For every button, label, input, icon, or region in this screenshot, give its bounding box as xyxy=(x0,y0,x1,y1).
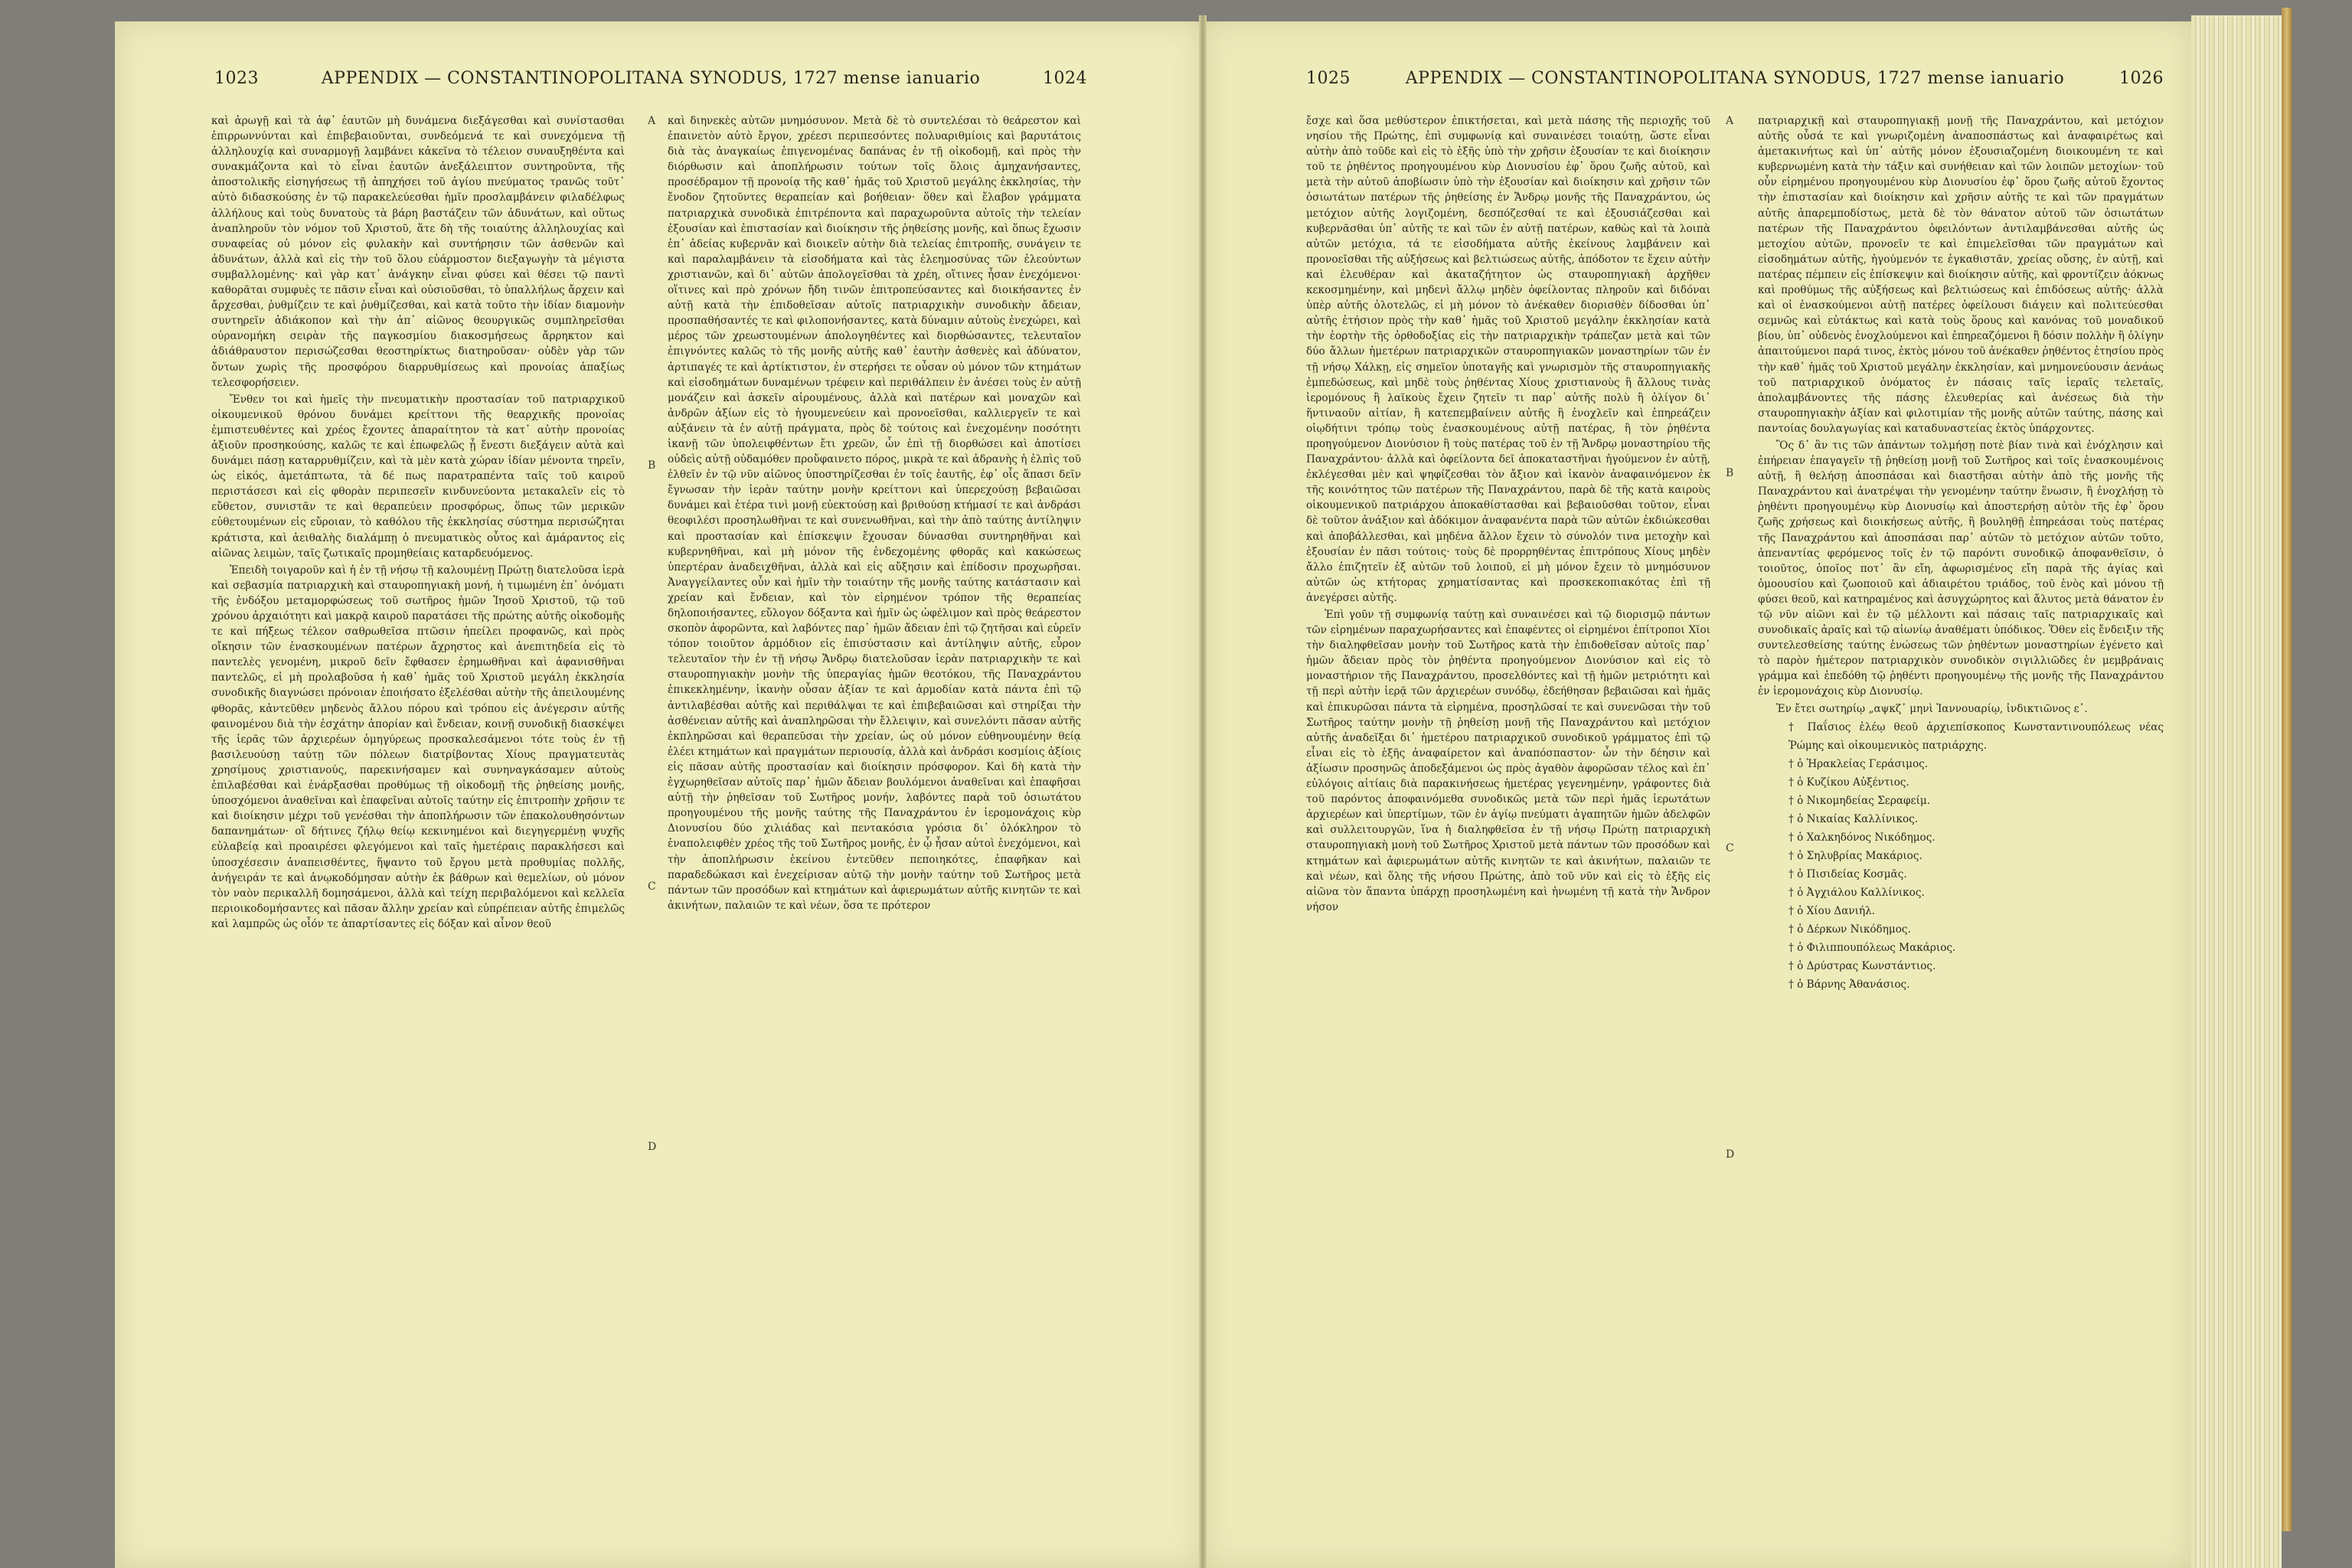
paragraph: καὶ ἀρωγῇ καὶ τὰ ἀφ᾽ ἑαυτῶν μὴ δυνάμενα διεξάγεσθαι καὶ συνίστασθαι ἐπιρρωννύνται καὶ ἐπιβεβαιοῦνται, συνδεόμενά τε καὶ συνεχόμενα τῇ ἀλληλουχίᾳ καὶ συναρμογῇ λαμβάνει κἀκεῖνα τὸ τέλειον συναυξηθέντα καὶ συνακμάζοντα καὶ τὸ εἶναι ἑαυτῶν ἀνεξάλειπτον συντηροῦντα, τῆς ἀποστολικῆς εἰσηγήσεως τῇ ἀπηχήσει τοῦ ἁγίου πνεύματος τρανῶς τοῦτ᾽ αὐτὸ διδασκούσης ἐν τῷ παρακελεύεσθαι ἡμῖν προσλαμβάνειν φιλαδέλφως ἀλλήλους καὶ τοὺς δυνατοὺς τὰ βάρη βαστάζειν τῶν ἀδυνάτων, καὶ οὕτως ἀναπληροῦν τὸν νόμον τοῦ Χριστοῦ, ἅτε δὴ τῆς τοιαύτης ἀλληλουχίας καὶ συναφείας οὐ μόνον εἰς φυλακὴν καὶ συντήρησιν τῶν ἀσθενῶν καὶ ἀδυνάτων, ἀλλὰ καὶ εἰς τὴν τοῦ ὅλου εὐάρμοστον διεξαγωγὴν τὰ μέγιστα συμβαλλομένης· καὶ γὰρ κατ᾽ ἀνάγκην εἶναι φύσει καὶ θέσει τῷ παντὶ καθορᾶται συμφυὲς τε πᾶσιν εἶναι καὶ οὐσιοῦσθαι, τὸ ὑπαλλήλως ἄρχειν καὶ ἄρχεσθαι, ῥυθμίζειν τε καὶ ῥυθμίζεσθαι, καὶ κατὰ τοῦτο τὴν ἰδίαν διαμονὴν συντηρεῖν ἀδιάκοπον καὶ τὴν ἀπ᾽ αἰῶνος θεουργικῶς συμπληρεῖσθαι οὐρανομήκη σειρὰν τῆς παγκοσμίου διακοσμήσεως ἄρρηκτον καὶ ἀδιάθραυστον περισώζεσθαι θεοστηρίκτως διατηροῦσαν· οὐδὲν γὰρ τῶν ὄντων χωρὶς τῆς προσφόρου διαρρυθμίσεως καὶ προνοίας ἀπαξίως τελεσφορήσειεν. xyxy=(211,115,625,389)
right-column-2 xyxy=(1758,113,2164,1484)
margin-letter-b: B xyxy=(648,459,656,472)
left-running-header xyxy=(214,69,1087,100)
page-edges xyxy=(2191,15,2282,1568)
column-number-1025: 1025 xyxy=(1306,69,1351,88)
signature: † ὁ Δέρκων Νικόδημος. xyxy=(1788,923,1911,936)
left-column-1 xyxy=(211,113,625,1484)
signature-list xyxy=(1758,718,2164,994)
margin-letter-c: C xyxy=(1726,842,1734,854)
running-title: APPENDIX — CONSTANTINOPOLITANA SYNODUS, 1727 mense ianuario xyxy=(321,69,981,88)
signature: † ὁ Δρύστρας Κωνστάντιος. xyxy=(1788,959,1936,972)
signature: † ὁ Ἀγχιάλου Καλλίνικος. xyxy=(1788,886,1925,899)
margin-letter-b: B xyxy=(1726,467,1734,479)
signature: † ὁ Φιλιππουπόλεως Μακάριος. xyxy=(1788,941,1956,954)
margin-letter-d: D xyxy=(1726,1148,1735,1161)
paragraph: Ἔνθεν τοι καὶ ἡμεῖς τὴν πνευματικὴν προστασίαν τοῦ πατριαρχικοῦ οἰκουμενικοῦ θρόνου δυνάμει κρείττονι τῆς θεαρχικῆς προνοίας ἐμπιστευθέντες καὶ χρέος ἔχοντες ἀπαραίτητον τὰ κατ᾽ αὐτὴν προνοίας ἀξιοῦν προσηκούσης, καλῶς τε καὶ ἐπωφελῶς ᾗ ἔνεστι διεξάγειν αὐτὰ καὶ δυνάμει πάσῃ καταρρυθμίζειν, καὶ τὰ μὲν κατὰ χώραν ἰδίαν μένοντα τηρεῖν, ὡς εἰκός, ἀμετάπτωτα, τὰ δέ πως παρατραπέντα ταῖς τοῦ καιροῦ περιστάσεσι καὶ εἰς φθορὰν περιπεσεῖν κινδυνεύοντα μετακαλεῖν εἰς τὸ εὔθετον, συνιστᾶν τε καὶ θεραπεύειν προσφόρως, ὅπως τῶν μερικῶν εὐθετουμένων εἰς εὔροιαν, τὸ καθόλου τῆς ἐκκλησίας σύστημα περισώζηται κράτιστα, καὶ ἀειθαλὴς διαλάμπῃ ὁ πνευματικὸς οὗτος καὶ ἀμάραντος εἰς αἰῶνας λειμὼν, ταῖς ζωτικαῖς προμηθείαις καταρδευόμενος. xyxy=(211,393,625,560)
paragraph: ἔσχε καὶ ὅσα μεθύστερον ἐπικτήσεται, καὶ μετὰ πάσης τῆς περιοχῆς τοῦ νησίου τῆς Πρώτης, ἐπὶ συμφωνίᾳ καὶ συναινέσει τοιαύτῃ, ὥστε εἶναι αὐτὴν ἀπὸ τοῦδε καὶ εἰς τὸ ἑξῆς ὑπὸ τὴν χρῆσιν ἐξουσίαν τε καὶ διοίκησιν τοῦ τε ῥηθέντος προηγουμένου κὺρ Διονυσίου ἐφ᾽ ὅρου ζωῆς αὐτοῦ, καὶ μετὰ τὴν αὐτοῦ ἀποβίωσιν ὑπὸ τὴν ἐξουσίαν καὶ διοίκησιν καὶ χρῆσιν τῶν ὁσιωτάτων πατέρων τῆς ῥηθείσης ἐν Ἄνδρῳ μονῆς τῆς Παναχράντου, ὡς μετόχιον αὐτῆς λογιζομένη, δεσπόζεσθαί τε καὶ ἐξουσιάζεσθαι καὶ κυβερνᾶσθαι ὑπ᾽ αὐτῆς τε καὶ τῶν ἐν αὐτῇ πατέρων, καθὼς καὶ τὰ λοιπὰ αὐτῶν μετόχια, τά τε εἰσοδήματα αὐτῆς ἐκείνους λαμβάνειν καὶ προνοεῖσθαι τῆς αὐξήσεως καὶ βελτιώσεως αὐτῆς, ἀπόδοτον τε ἔχειν αὐτὴν καὶ ἐλευθέραν καὶ ἀκαταζήτητον ὡς σταυροπηγιακὴ ἀρχῆθεν κεκοσμημένην, καὶ μηδενὶ ἄλλῳ μηδὲν ὀφείλοντας πληροῦν καὶ διδόναι ὑπὲρ αὐτῆς ὁλοτελῶς, εἰ μὴ μόνον τὸ ἀνέκαθεν διορισθὲν δίδοσθαι ὑπ᾽ αὐτῆς ἐτήσιον πρὸς τὴν καθ᾽ ἡμᾶς τοῦ Χριστοῦ μεγάλην ἐκκλησίαν κατὰ τὴν ἑορτὴν τῆς ὀρθοδοξίας εἰς τὴν πατριαρχικὴν τράπεζαν μετὰ καὶ τῶν δύο ἄλλων ἡμετέρων πατριαρχικῶν σταυροπηγιακῶν μοναστηρίων τῶν ἐν τῇ νήσῳ Χάλκῃ, εἰς σημεῖον ὑποταγῆς καὶ γνωρισμὸν τῆς σταυροπηγιακῆς ἐμπεδώσεως, καὶ μηδὲ τοὺς ῥηθέντας Χίους χριστιανοὺς ἢ ἄλλους τινὰς ἱερομόνους ἢ λαϊκοὺς ἔχειν ζητεῖν τι παρ᾽ αὐτῆς πολὺ ἢ ὀλίγον δι᾽ ἥντιναοῦν αἰτίαν, ἢ κατεπεμβαίνειν αὐτῆς ἢ ἐνοχλεῖν καὶ ἐπηρεάζειν οἱῳδήτινι τρόπῳ τοὺς ἐνασκουμένους αὐτῇ πατέρας, ἢ τὸν ῥηθέντα προηγούμενον Διονύσιον ἢ τοὺς πατέρας τοῦ ἐν τῇ Ἄνδρῳ μοναστηρίου τῆς Παναχράντου· ἀλλὰ καὶ ὀφείλοντα δεῖ ἀποκαταστῆναι ἡγούμενον ἐν αὐτῇ, ἐκλέγεσθαι μὲν καὶ ψηφίζεσθαι τὸν ἄξιον καὶ ἱκανὸν ἀναφαινόμενον ἐκ τῆς κοινότητος τῶν πατέρων τῆς Παναχράντου, παρὰ δὲ τῆς κατὰ καιροὺς οἰκουμενικοῦ πατριάρχου ἀποκαθίστασθαι καὶ βεβαιοῦσθαι τοῦτον, εἶναι δὲ τοῦτον ἀνάξιον καὶ ἀδόκιμον ἀναφανέντα παρὰ τῶν αὐτῶν ἐκδιώκεσθαι καὶ ἀποβάλλεσθαι, καὶ μηδένα ἄλλον ἔχειν τὸ σύνολόν τινα μετοχὴν καὶ ἐξουσίαν ἐν πᾶσι τούτοις· τοὺς δὲ προρρηθέντας ἐπιτρόπους Χίους μηδὲν ἄλλο ἐπιζητεῖν ἐξ αὐτῶν τοῦ λοιποῦ, εἰ μὴ μόνον ἔχειν τὸ μνημόσυνον αὐτῶν ὡς κτήτορας χρηματίσαντας καὶ προσκεκοπιακότας ἐπὶ τῇ ἀνεγέρσει αὐτῆς. xyxy=(1306,115,1710,604)
gilded-edge xyxy=(2282,8,2292,1531)
dating-line: Ἐν ἔτει σωτηρίῳ „αψκζ᾽ μηνὶ Ἰαννουαρίῳ, ἰνδικτιῶνος ε᾽. xyxy=(1776,702,2088,715)
signature: † ὁ Κυζίκου Αὐξέντιος. xyxy=(1788,776,1909,789)
margin-letter-c: C xyxy=(648,880,656,893)
paragraph: Ἐπειδὴ τοιγαροῦν καὶ ἡ ἐν τῇ νήσῳ τῇ καλουμένῃ Πρώτῃ διατελοῦσα ἱερὰ καὶ σεβασμία πατριαρχικὴ καὶ σταυροπηγιακὴ μονή, ἡ τιμωμένη ἐπ᾽ ὀνόματι τῆς ἐνδόξου μεταμορφώσεως τοῦ σωτῆρος ἡμῶν Ἰησοῦ Χριστοῦ, τῷ τοῦ χρόνου ἀρχαιότητι καὶ μακρᾷ καιροῦ παρατάσει τῆς πρώτης αὐτῆς οἰκοδομῆς τε καὶ πήξεως τέλεον σαθρωθεῖσα πτῶσιν ἠπείλει προφανῶς, καὶ πρὸς οἴκησιν τῶν ἐνασκουμένων πατέρων ἄχρηστος καὶ ἀνεπιτηδεία εἰς τὸ παντελὲς γενομένη, μικροῦ δεῖν ἔφθασεν ἐρημωθῆναι καὶ ἀφανισθῆναι παντελῶς, εἰ μὴ προλαβοῦσα ἡ καθ᾽ ἡμᾶς τοῦ Χριστοῦ μεγάλη ἐκκλησία συνοδικῆς διαγνώσει πρόνοιαν ἐποιήσατο ἐξελέσθαι αὐτὴν τῆς ἀπειλουμένης φθορᾶς, κἀντεῦθεν μηδενὸς ἄλλου πόρου καὶ τρόπου εἰς ἀνέγερσιν αὐτῆς φαινομένου διὰ τὴν ἐσχάτην ἀπορίαν καὶ ἔνδειαν, κοινῇ συνοδικῇ διασκέψει τῆς ἱερᾶς τῶν ἀρχιερέων ὁμηγύρεως προσκαλεσάμενοι τότε τοὺς ἐν τῇ βασιλευούσῃ ταύτῃ τῶν πόλεων διατρίβοντας Χίους πραγματευτὰς χρησίμους χριστιανούς, παρεκινήσαμεν καὶ συνηναγκάσαμεν αὐτοὺς ἐπιλαβέσθαι καὶ ἐνάρξασθαι προθύμως τῇ οἰκοδομῇ τῆς ῥηθείσης μονῆς, ὑποσχόμενοι ἀναθεῖναι καὶ ἐπαφεῖναι αὐτοῖς ταύτην εἰς ἐπιτροπὴν χρῆσιν τε καὶ διοίκησιν μέχρι τοῦ γενέσθαι τὴν ἀποπλήρωσιν τῶν ἐπακολουθησόντων δαπανημάτων· οἳ δήτινες ζήλῳ θείῳ κεκινημένοι καὶ διεγηγερμένῃ ψυχῆς εὐλαβείᾳ καὶ προαιρέσει φλεγόμενοι καὶ ταῖς ἡμετέραις παρακλήσεσι καὶ ὑποσχέσεσιν ἀναπεισθέντες, ἥψαντο τοῦ ἔργου μετὰ προθυμίας πολλῆς, ἀνήγειράν τε καὶ ἀνῳκοδόμησαν αὐτὴν ἐκ βάθρων καὶ θεμελίων, οὐ μόνον τὸν ναὸν περικαλλῆ δομησάμενοι, ἀλλὰ καὶ τείχη περιβαλόμενοι καὶ κελλεῖα περιοικοδομήσαντες καὶ πᾶσαν ἄλλην χρείαν καὶ εὐπρέπειαν αὐτῆς ἐπιμελῶς καὶ λαμπρῶς ὡς οἷόν τε ἀπαρτίσαντες εἰς δόξαν καὶ αἶνον θεοῦ xyxy=(211,564,625,930)
signature: † ὁ Νικομηδείας Σεραφείμ. xyxy=(1788,794,1931,807)
signature: † ὁ Ἡρακλείας Γεράσιμος. xyxy=(1788,757,1929,770)
margin-letter-d: D xyxy=(648,1141,657,1153)
paragraph: Ἐπὶ γοῦν τῇ συμφωνίᾳ ταύτῃ καὶ συναινέσει καὶ τῷ διορισμῷ πάντων τῶν εἰρημένων παραχωρήσαντες καὶ ἐπαφέντες οἱ εἰρημένοι ἐπίτροποι Χῖοι τὴν διαληφθεῖσαν μονὴν τοῦ Σωτῆρος κατὰ τὴν ἐπιδοθεῖσαν αὐτοῖς παρ᾽ ἡμῶν ἄδειαν πρὸς τὸν ῥηθέντα προηγούμενον Διονύσιον καὶ εἰς τὸ μοναστήριον τῆς Παναχράντου, προσελθόντες καὶ τῇ ἡμῶν μετριότητι καὶ τῇ περὶ αὐτὴν ἱερᾷ τῶν ἀρχιερέων συνόδῳ, ἐδεήθησαν βεβαιῶσαι καὶ ἡμᾶς καὶ ἐπικυρῶσαι πάντα τὰ εἰρημένα, προσηλῶσαί τε καὶ συνενῶσαι τὴν τοῦ Σωτῆρος ταύτην μονὴν τῇ ῥηθείσῃ μονῇ τῆς Παναχράντου καὶ μετόχιον αὐτῆς ἀναδεῖξαι δι᾽ ἡμετέρου πατριαρχικοῦ συνοδικοῦ γράμματος ἐπὶ τῷ εἶναι εἰς τὸ ἑξῆς ἀναφαίρετον καὶ ἀναπόσπαστον· ὧν τὴν δέησιν καὶ ἀξίωσιν προσηνῶς ἀποδεξάμενοι ὡς πρὸς ἀγαθὸν ἀφορῶσαν τέλος καὶ ἐπ᾽ εὐλόγοις αἰτίαις διὰ παρακινήσεως ἡμετέρας γεγενημένην, γράφοντες διὰ τοῦ παρόντος ἀποφαινόμεθα συνοδικῶς μετὰ τῶν περὶ ἡμᾶς ἱερωτάτων ἀρχιερέων καὶ ὑπερτίμων, τῶν ἐν ἁγίῳ πνεύματι ἀγαπητῶν ἡμῶν ἀδελφῶν καὶ συλλειτουργῶν, ἵνα ἡ διαληφθεῖσα ἐν τῇ νήσῳ Πρώτῃ πατριαρχικὴ σταυροπηγιακὴ μονὴ τοῦ Σωτῆρος Χριστοῦ μετὰ πάντων τῶν προσόδων καὶ κτημάτων καὶ ἀφιερωμάτων αὐτῆς κινητῶν τε καὶ ἀκινήτων, παλαιῶν τε καὶ νέων, καὶ ὅλης τῆς νήσου Πρώτης, ἀπὸ τοῦ νῦν καὶ εἰς τὸ ἑξῆς εἰς αἰῶνα τὸν ἅπαντα ὑπάρχῃ προσηλωμένη καὶ ἡνωμένη τῇ κατὰ τὴν Ἄνδρον νήσον xyxy=(1306,609,1710,913)
signature: † ὁ Σηλυβρίας Μακάριος. xyxy=(1788,849,1922,862)
right-column-1 xyxy=(1306,113,1710,1484)
signature: † ὁ Χαλκηδόνος Νικόδημος. xyxy=(1788,831,1936,844)
signature: † Παΐσιος ἐλέῳ θεοῦ ἀρχιεπίσκοπος Κωνσταντινουπόλεως νέας Ῥώμης καὶ οἰκουμενικὸς πατριάρχης. xyxy=(1788,720,2164,752)
column-number-1023: 1023 xyxy=(214,69,259,88)
left-column-2 xyxy=(668,113,1081,1484)
paragraph: Ὃς δ᾽ ἂν τις τῶν ἁπάντων τολμήσῃ ποτὲ βίαν τινὰ καὶ ἐνόχλησιν καὶ ἐπήρειαν ἐπαγαγεῖν τῇ ῥηθείσῃ μονῇ τοῦ Σωτῆρος καὶ τοῖς ἐνασκουμένοις αὐτῇ, ἢ θελήσῃ ἀποσπάσαι καὶ διαστῆσαι αὐτὴν ἀπὸ τῆς μονῆς τῆς Παναχράντου καὶ ἀνατρέψαι τὴν γενομένην ταύτην ἕνωσιν, ἢ ἐνοχλήσῃ τὸ ῥηθέντι προηγουμένῳ κὺρ Διονυσίῳ καὶ ἀποστερήσῃ αὐτὸν τῆς ἐφ᾽ ὅρου ζωῆς χρήσεως καὶ διοικήσεως αὐτῆς, ἢ βουληθῇ ἐπηρεάσαι τοὺς πατέρας τῆς Παναχράντου καὶ ἀποσπάσαι παρ᾽ αὐτῶν τὸ μετόχιον αὐτῶν τοῦτο, ἀπεναντίας φερόμενος τοῖς ἐν τῷ παρόντι συνοδικῷ ἀποφανθεῖσιν, ὁ τοιοῦτος, ὁποῖος ποτ᾽ ἂν εἴη, ἀφωρισμένος εἴη παρὰ τῆς ἁγίας καὶ ὁμοουσίου καὶ ζωοποιοῦ καὶ ἀδιαιρέτου τριάδος, τοῦ ἑνὸς καὶ μόνου τῇ φύσει θεοῦ, καὶ κατηραμένος καὶ ἀσυγχώρητος καὶ ἄλυτος μετὰ θάνατον ἐν τῷ νῦν αἰῶνι καὶ ἐν τῷ μέλλοντι καὶ πάσαις ταῖς πατριαρχικαῖς καὶ συνοδικαῖς ἀραῖς καὶ τῷ αἰωνίῳ ἀναθέματι ὑπόδικος. Ὅθεν εἰς ἔνδειξιν τῆς συντελεσθείσης ταύτης ἑνώσεως τῶν ῥηθέντων μοναστηρίων ἐγένετο καὶ τὸ παρὸν ἡμέτερον πατριαρχικὸν συνοδικὸν σιγιλλιῶδες ἐν μεμβράναις γράμμα καὶ ἐπεδόθη τῷ ῥηθέντι προηγουμένῳ τῆς μονῆς τῆς Παναχράντου ἐν ἱερομονάχοις κὺρ Διονυσίῳ. xyxy=(1758,439,2164,698)
column-number-1024: 1024 xyxy=(1043,69,1087,88)
running-title: APPENDIX — CONSTANTINOPOLITANA SYNODUS, 1727 mense ianuario xyxy=(1405,69,2065,88)
signature: † ὁ Πισιδείας Κοσμᾶς. xyxy=(1788,867,1907,880)
book-spine xyxy=(1199,15,1207,1568)
margin-letter-a: A xyxy=(1726,115,1734,127)
signature: † ὁ Νικαίας Καλλίνικος. xyxy=(1788,812,1919,825)
paragraph: καὶ διηνεκὲς αὐτῶν μνημόσυνον. Μετὰ δὲ τὸ συντελέσαι τὸ θεάρεστον καὶ ἐπαινετὸν αὐτὸ ἔργον, χρέεσι περιπεσόντες πολυαριθμίοις καὶ βαρυτάτοις διὰ τὰς ἀναγκαίως ἐπιγενομένας δαπάνας ἐν τῇ οἰκοδομῇ, καὶ πρὸς τὴν διόρθωσιν καὶ ἀποπλήρωσιν τούτων τοῖς ὅλοις ἀμηχανήσαντες, προσέδραμον τῇ προνοίᾳ τῆς καθ᾽ ἡμᾶς τοῦ Χριστοῦ μεγάλης ἐκκλησίας, τὴν ἔνοδον ζητοῦντες θεραπείαν καὶ βοήθειαν· ὅθεν καὶ ἔλαβον γράμματα πατριαρχικὰ συνοδικὰ ἐπιτρέποντα καὶ παραχωροῦντα αὐτοῖς τὴν τελείαν ἐξουσίαν καὶ ἐπιστασίαν καὶ διοίκησιν τῆς ῥηθείσης μονῆς, καὶ ὅπως ἔχωσιν ἐπ᾽ ἀδείας κυβερνᾶν καὶ διοικεῖν αὐτὴν διὰ τελείας ἐπιτροπῆς, συνάγειν τε καὶ παραλαμβάνειν τὰ εἰσοδήματα καὶ τὰς ἐλεημοσύνας τῶν ἐλεούντων χριστιανῶν, καὶ δι᾽ αὐτῶν ἀπολογεῖσθαι τὰ χρέη, οἵτινες ἦσαν ἐνεχόμενοι· οἵτινες καὶ πρὸ χρόνων ἤδη τινῶν ἐπιτροπεύσαντες καὶ διοικήσαντες ἐν αὐτῇ κατὰ τὴν ἐπιδοθεῖσαν αὐτοῖς πατριαρχικὴν συνοδικὴν ἄδειαν, προσπαθήσαντές τε καὶ φιλοπονήσαντες, κατὰ δύναμιν αὐτοὺς ἐνεχώρει, καὶ μέρος τῶν χρεωστουμένων ἀπολογηθέντες καὶ διορθώσαντες, τελευταῖον ἐπιγνόντες καλῶς τὸ τῆς μονῆς αὐτῆς καθ᾽ ἑαυτὴν ἀσθενὲς καὶ ἀδύνατον, ἀρτιπαγές τε καὶ ἀρτίκτιστον, ἐν στερήσει τε οὖσαν οὐ μόνον τῶν κτημάτων καὶ εἰσοδημάτων δυναμένων τρέφειν καὶ περιθάλπειν ἐν ἀνέσει τοὺς ἐν αὐτῇ μονάζειν καὶ ἀσκεῖν αἱρουμένους, ἀλλὰ καὶ πατέρων καὶ μοναχῶν καὶ ἀνδρῶν ἀξίων εἰς τὸ ἡγουμενεύειν καὶ προνοεῖσθαι, καλλιεργεῖν τε καὶ αὐξάνειν τὰ ἐν αὐτῇ πράγματα, πρὸς δὲ τούτοις καὶ ἐνεχομένην ποσότητι ἱκανῇ τῶν ὑπολειφθέντων ἔτι χρεῶν, ὧν ἐπὶ τῇ διορθώσει καὶ ἀποτίσει οὐδεὶς αὐτῇ οὐδαμόθεν προὔφαινετο πόρος, μικρὰ τε καὶ ἀδρανὴς ἡ ἐλπὶς τοῦ ἐλθεῖν ἐν τῷ νῦν αἰῶνος ὑποστηρίζεσθαι ἐν τοῖς ἑαυτῆς, ἐφ᾽ οἷς ἅπασι δεῖν ἔγνωσαν τὴν ἱερὰν ταύτην μονὴν κρείττονι καὶ ὑπερεχούσῃ βεβαιῶσαι δυνάμει καὶ ἑτέρα τινὶ μονῇ εὐεκτούσῃ καὶ βριθούσῃ κτήμασί τε καὶ ἀνδράσι θεοφιλέσι προσηλωθῆναι τε καὶ συνενωθῆναι, καὶ τὴν ἀπὸ ταύτης ἀντίληψιν καὶ προστασίαν καὶ ἐπίσκεψιν ἔχουσαν δύνασθαι συντηρηθῆναι καὶ κυβερνηθῆναι, καὶ μὴ μόνον τῆς ἐνδεχομένης φθορᾶς καὶ κακώσεως ὑπερτέραν ἀναδειχθῆναι, ἀλλὰ καὶ εἰς αὔξησιν καὶ ἐπίδοσιν προχωρῆσαι. Ἀναγγείλαντες οὖν καὶ ἡμῖν τὴν τοιαύτην τῆς μονῆς ταύτης κατάστασιν καὶ χρείαν καὶ ἔνδειαν, καὶ τὸν εἰρημένον τρόπον τῆς θεραπείας δηλοποιήσαντες, εὔλογον δόξαντα καὶ ἡμῖν ὡς ὠφέλιμον καὶ πρὸς θεάρεστον σκοπὸν ἀφορῶντα, καὶ λαβόντες παρ᾽ ἡμῶν ἄδειαν ἐπὶ τῷ ζητῆσαι καὶ εὑρεῖν τόπον τοιοῦτον ἁρμόδιον εἰς ἐπισύστασιν καὶ ἀντίληψιν αὐτῆς, εὗρον τελευταῖον τὴν ἐν τῇ νήσῳ Ἄνδρῳ διατελοῦσαν ἱερὰν πατριαρχικὴν τε καὶ σταυροπηγιακὴν μονὴν τῆς ὑπεραγίας ἡμῶν θεοτόκου, τῆς Παναχράντου ἐπικεκλημένην, ἱκανὴν οὖσαν ἀξίαν τε καὶ ἀρμοδίαν κατὰ πάντα ἐπὶ τῷ ἀντιλαβέσθαι αὐτῆς καὶ περιθάλψαι τε καὶ ἐπιβεβαιῶσαι καὶ στηρίξαι τὴν ἀσθένειαν αὐτῆς καὶ ἀναπληρῶσαι τὴν ἔλλειψιν, καὶ συνελόντι πᾶσαν αὐτῆς ἐκπληρῶσαι καὶ θεραπεῦσαι τὴν χρείαν, ὡς οὐ μόνον εὐθηνουμένην θείᾳ ἐλέει κτημάτων καὶ πραγμάτων περιουσίᾳ, ἀλλὰ καὶ ἀνδράσι κοσμίοις ἀξίοις εἰς πᾶσαν αὐτῆς προστασίαν καὶ διοίκησιν πρόσφορον. Καὶ δὴ κατὰ τὴν ἐγχωρηθεῖσαν αὐτοῖς παρ᾽ ἡμῶν ἄδειαν βουλόμενοι ἀναθεῖναι καὶ ἐπαφῆσαι αὐτῇ τὴν ῥηθεῖσαν τοῦ Σωτῆρος μονήν, λαβόντες παρὰ τοῦ ὁσιωτάτου προηγουμένου τῆς μονῆς ταύτης τῆς Παναχράντου ἐν ἱερομονάχοις κὺρ Διονυσίου δύο χιλιάδας καὶ πεντακόσια γρόσια δι᾽ ὁλόκληρον τὸ ἐναπολειφθὲν χρέος τῆς τοῦ Σωτῆρος μονῆς, ἐν ᾧ ἦσαν αὐτοὶ ἐνεχόμενοι, καὶ τὴν ἀποπλήρωσιν ἐκείνου ἐντεῦθεν πεποιηκότες, ἐπαφῆκαν καὶ παραδεδώκασι καὶ ἐνεχείρισαν αὐτῷ τὴν μονὴν ταύτην τοῦ Σωτῆρος μετὰ πάντων τῶν προσόδων καὶ κτημάτων καὶ ἀφιερωμάτων αὐτῆς κινητῶν τε καὶ ἀκινήτων, παλαιῶν τε καὶ νέων, ὅσα τε πρότερον xyxy=(668,115,1081,912)
signature: † ὁ Χίου Δανιήλ. xyxy=(1788,904,1876,917)
paragraph: πατριαρχικῇ καὶ σταυροπηγιακῇ μονῇ τῆς Παναχράντου, καὶ μετόχιον αὐτῆς οὖσά τε καὶ γνωριζομένη ἀναποσπάστως καὶ ἀναφαιρέτως καὶ ἀμετακινήτως καὶ ὑπ᾽ αὐτῆς μόνον ἐξουσιαζομένη διοικουμένη τε καὶ κυβερνωμένη κατὰ τὴν τάξιν καὶ συνήθειαν καὶ τῶν λοιπῶν μετοχίων· τοῦ οὖν εἰρημένου προηγουμένου κὺρ Διονυσίου ἐφ᾽ ὅρου ζωῆς αὐτοῦ ἔχοντος τὴν ἐπιστασίαν καὶ διοίκησιν καὶ χρῆσιν αὐτῆς τε καὶ τῶν πραγμάτων αὐτῆς ἀπαρεμποδίστως, μετὰ δὲ τὸν θάνατον αὐτοῦ τῶν ὁσιωτάτων πατέρων τῆς Παναχράντου ὀφειλόντων ἀντιλαμβάνεσθαι αὐτῆς ὡς μετοχίου αὐτῶν, προνοεῖν τε καὶ ἐπιμελεῖσθαι τῶν πραγμάτων καὶ εἰσοδημάτων αὐτῆς, ἡγούμενόν τε ἐγκαθιστᾶν, χρείας οὔσης, ἐν αὐτῇ, καὶ πατέρας πέμπειν εἰς ἐπίσκεψιν καὶ διοίκησιν αὐτῆς, καὶ φροντίζειν ἀόκνως καὶ προθύμως τῆς αὐξήσεως καὶ βελτιώσεως καὶ ἐπιδόσεως αὐτῆς· ἀλλὰ καὶ οἱ ἐνασκούμενοι αὐτῇ πατέρες ὀφείλουσι διάγειν καὶ πολιτεύεσθαι σεμνῶς καὶ εὐτάκτως καὶ κατὰ τοὺς ὅρους καὶ κανόνας τοῦ μοναδικοῦ βίου, ὑπ᾽ οὐδενὸς ἐνοχλούμενοι καὶ ἐπηρεαζόμενοι ἢ δόσιν πολλὴν ἢ ὀλίγην ἀπαιτούμενοι παρά τινος, ἐκτὸς μόνου τοῦ ἀνέκαθεν ῥηθέντος ἐτησίου πρὸς τὴν καθ᾽ ἡμᾶς τοῦ Χριστοῦ μεγάλην ἐκκλησίαν, καὶ μνημονεύουσιν ἀενάως τοῦ πατριαρχικοῦ ὀνόματος ἐν πάσαις ταῖς ἱεραῖς τελεταῖς, ἀπολαμβάνοντες τῆς πάσης ἐλευθερίας καὶ ἀνέσεως διὰ τὴν σταυροπηγιακὴν ἀξίαν καὶ φιλοτιμίαν τῆς μονῆς αὐτῶν ταύτης, πάσης καὶ παντοίας δουλαγωγίας καὶ καταδυναστείας ἐκτὸς ὑπάρχοντες. xyxy=(1758,115,2164,435)
right-running-header xyxy=(1306,69,2164,100)
signature: † ὁ Βάρνης Ἀθανάσιος. xyxy=(1788,978,1910,991)
margin-letter-a: A xyxy=(648,115,656,127)
column-number-1026: 1026 xyxy=(2119,69,2164,88)
